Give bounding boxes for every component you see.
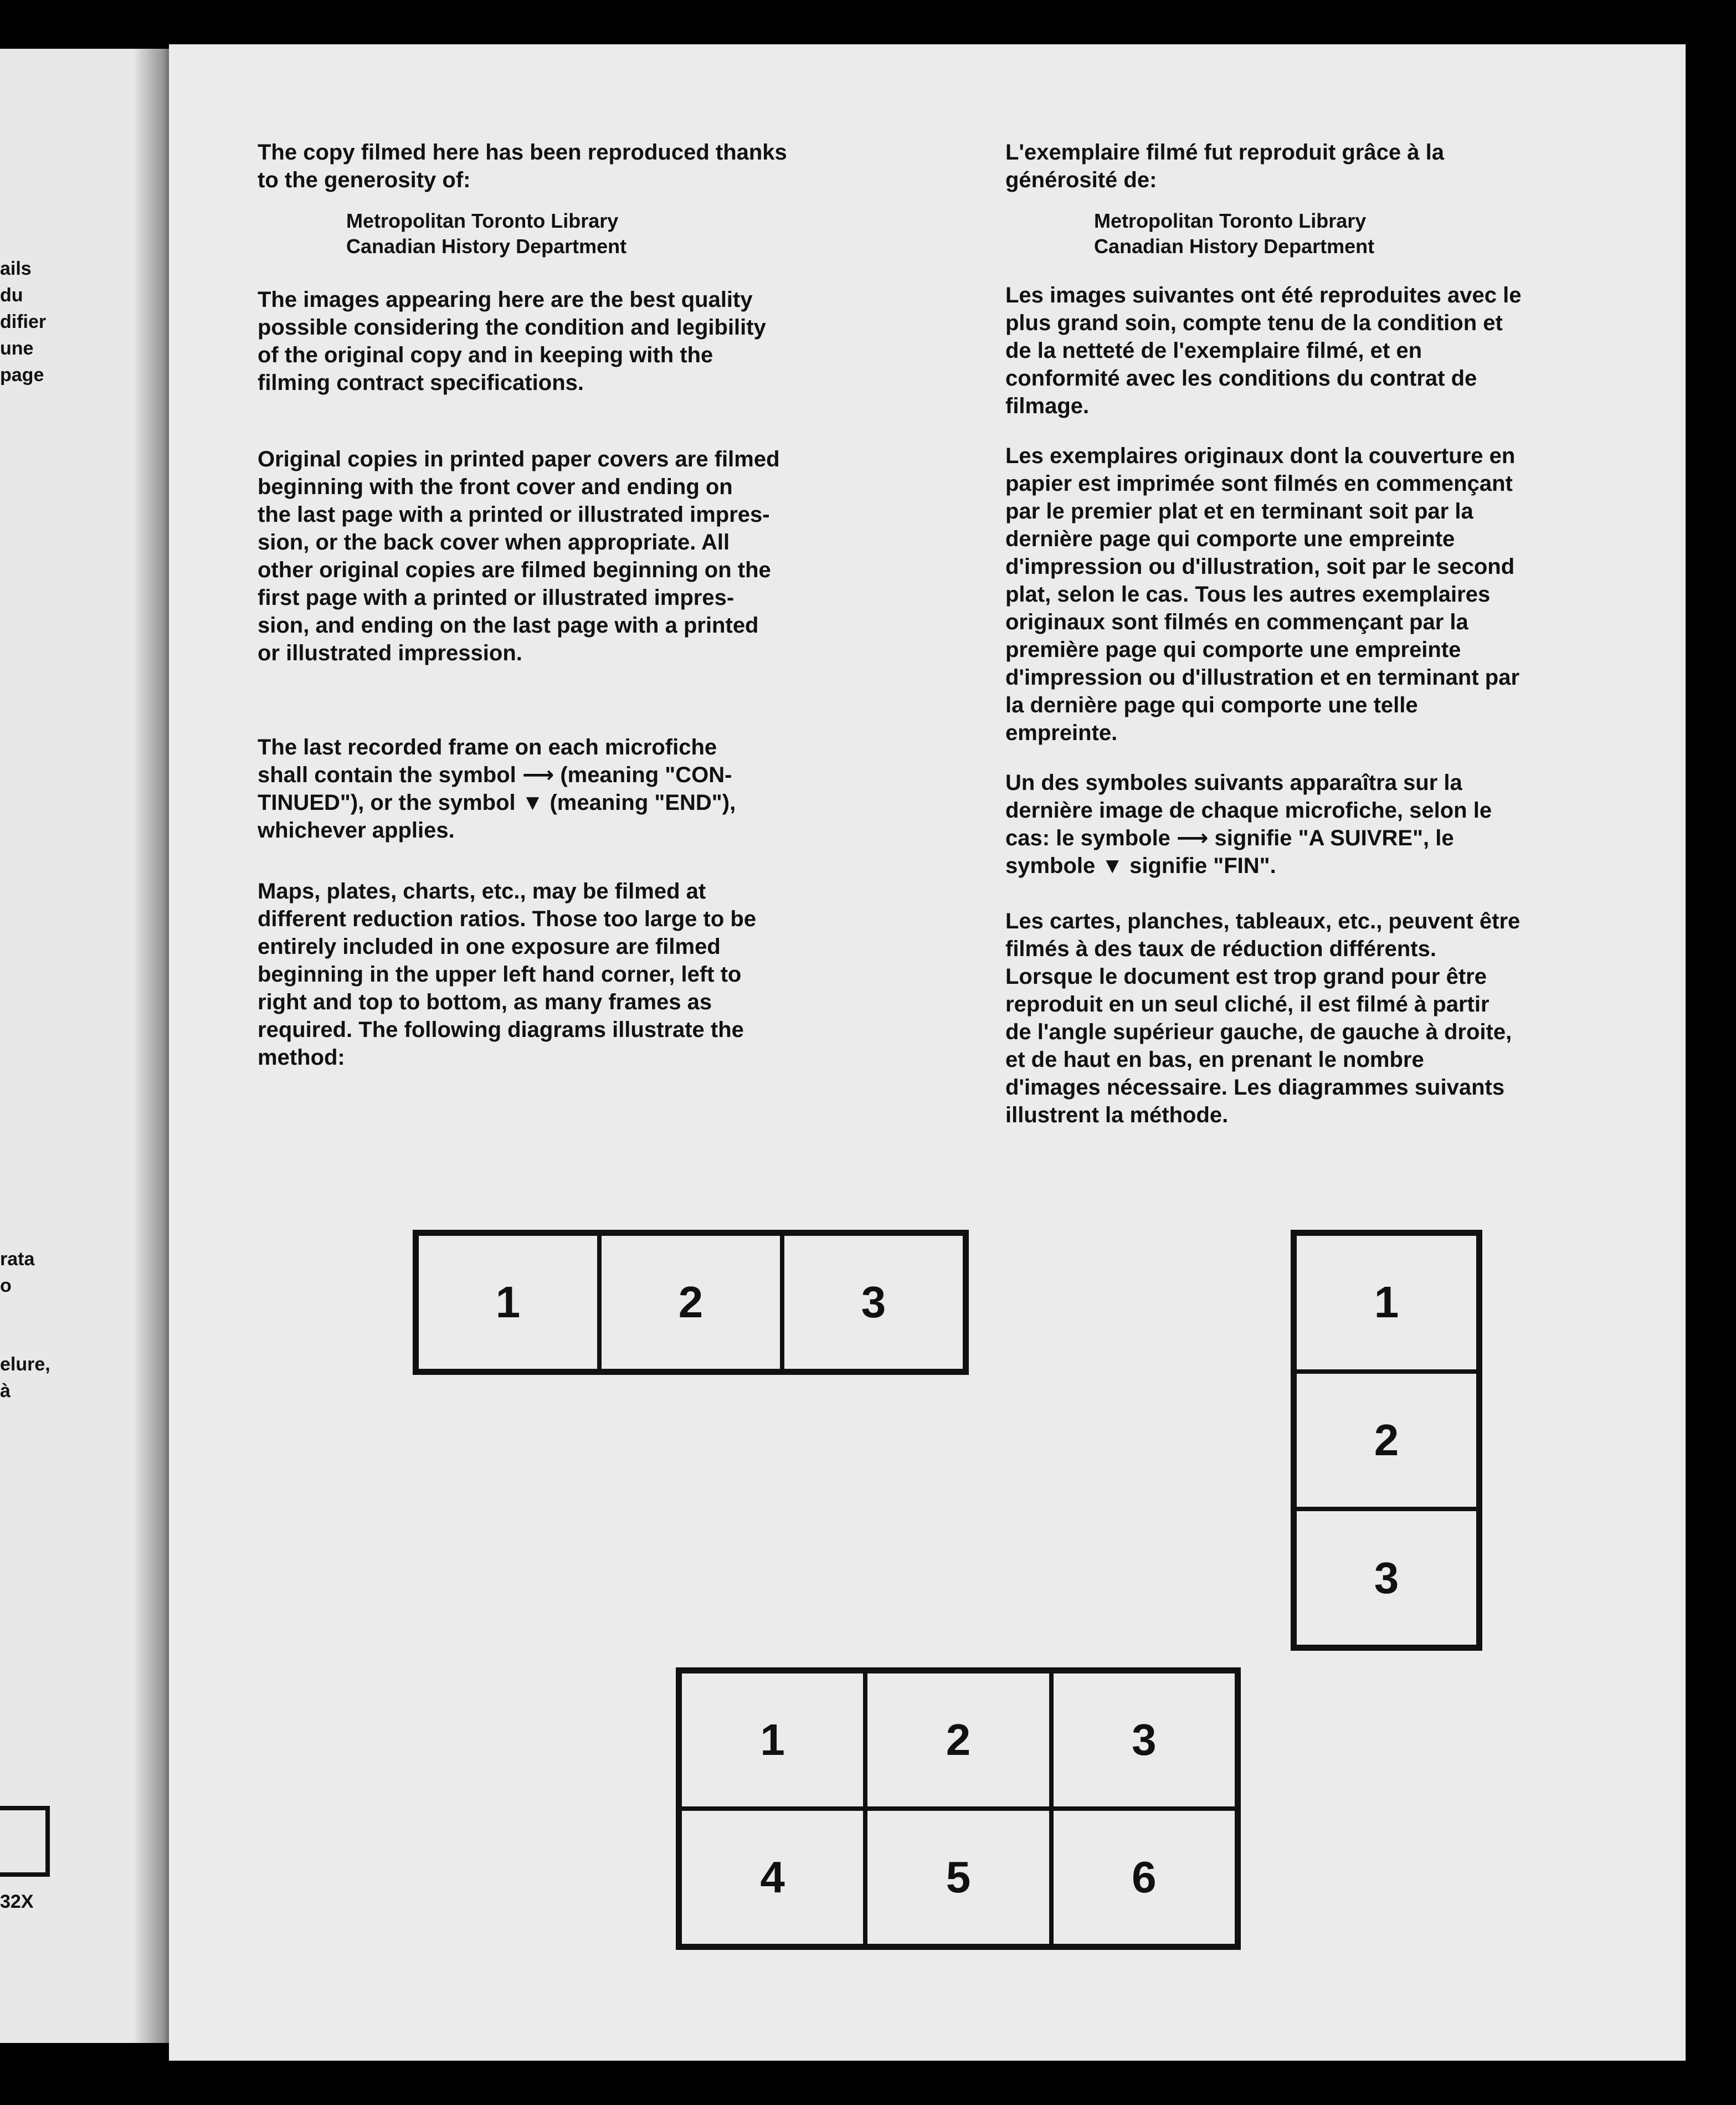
frame-cell: 1 xyxy=(417,1234,599,1371)
french-symbols: Un des symboles suivants apparaîtra sur la dernière image de chaque microfiche, selon le cas: le symbole ⟶ signifie "A SUIVRE", le symbole ▼ signifie "FIN". xyxy=(1005,771,1492,878)
french-credit: Metropolitan Toronto Library Canadian History Department xyxy=(1094,209,1375,258)
english-symbols: The last recorded frame on each microfiche shall contain the symbol ⟶ (meaning "CON- TINUED"), or the symbol ▼ (meaning "END"), whichever applies. xyxy=(258,735,736,843)
english-credit: Metropolitan Toronto Library Canadian History Department xyxy=(346,209,627,258)
english-column xyxy=(258,138,922,1071)
left-fragment: ails xyxy=(0,258,32,279)
left-fragment: page xyxy=(0,364,44,386)
left-fragment: o xyxy=(0,1275,12,1296)
frame-cell: 6 xyxy=(1051,1809,1237,1946)
grid-frame-diagram xyxy=(676,1667,1241,1950)
french-originals: Les exemplaires originaux dont la couverture en papier est imprimée sont filmés en commençant par le premier plat et en terminant soit par la dernière page qui comporte une empreinte d'impression ou d'illustration, soit par le second plat, selon le cas. Tous les autres exemplaires originaux sont filmés en commençant par la première page qui comporte une empreinte d'impression ou d'illustration et en terminant par la dernière page qui comporte une telle empreinte. xyxy=(1005,444,1520,745)
frame-cell: 4 xyxy=(680,1809,865,1946)
left-fragment: du xyxy=(0,285,23,306)
french-quality: Les images suivantes ont été reproduites avec le plus grand soin, compte tenu de la condition et de la netteté de l'exemplaire filmé, et en conformité avec les conditions du contrat de filmage. xyxy=(1005,283,1522,418)
frame-cell: 3 xyxy=(1295,1509,1478,1647)
left-fragment: elure, xyxy=(0,1354,50,1375)
english-quality: The images appearing here are the best quality possible considering the condition and legibility of the original copy and in keeping with the filming contract specifications. xyxy=(258,287,766,395)
frame-cell: 2 xyxy=(599,1234,782,1371)
english-maps: Maps, plates, charts, etc., may be filmed at different reduction ratios. Those too large to be entirely included in one exposure are filmed beginning in the upper left hand corner, left to right and top to bottom, as many frames as required. The following diagrams illustrate the method: xyxy=(258,879,757,1070)
french-intro: L'exemplaire filmé fut reproduit grâce à la générosité de: xyxy=(1005,140,1444,192)
frame-cell: 1 xyxy=(680,1671,865,1809)
page xyxy=(169,44,1686,2061)
left-fragment: une xyxy=(0,338,34,359)
left-page-box xyxy=(0,1806,50,1877)
french-maps: Les cartes, planches, tableaux, etc., peuvent être filmés à des taux de réduction différents. Lorsque le document est trop grand pour être reproduit en un seul cliché, il est filmé à partir de l'angle supérieur gauche, de gauche à droite, et de haut en bas, en prenant le nombre d'images nécessaire. Les diagrammes suivants illustrent la méthode. xyxy=(1005,909,1521,1127)
horizontal-frame-diagram xyxy=(413,1230,969,1375)
frame-cell: 2 xyxy=(1295,1372,1478,1510)
vertical-frame-diagram xyxy=(1291,1230,1482,1651)
left-fragment: 32X xyxy=(0,1891,34,1912)
frame-cell: 3 xyxy=(782,1234,965,1371)
left-fragment: difier xyxy=(0,311,47,332)
french-column xyxy=(1005,138,1670,1129)
english-originals: Original copies in printed paper covers are filmed beginning with the front cover and ending on the last page with a printed or illustrated impres- sion, or the back cover when appropriate. All other original copies are filmed beginning on the first page with a printed or illustrated impres- sion, and ending on the last page with a printed or illustrated impression. xyxy=(258,447,780,665)
frame-cell: 3 xyxy=(1051,1671,1237,1809)
frame-cell: 5 xyxy=(865,1809,1051,1946)
left-fragment: rata xyxy=(0,1249,35,1270)
frame-cell: 2 xyxy=(865,1671,1051,1809)
english-intro: The copy filmed here has been reproduced thanks to the generosity of: xyxy=(258,140,787,192)
frame-cell: 1 xyxy=(1295,1234,1478,1372)
left-fragment: à xyxy=(0,1380,11,1401)
